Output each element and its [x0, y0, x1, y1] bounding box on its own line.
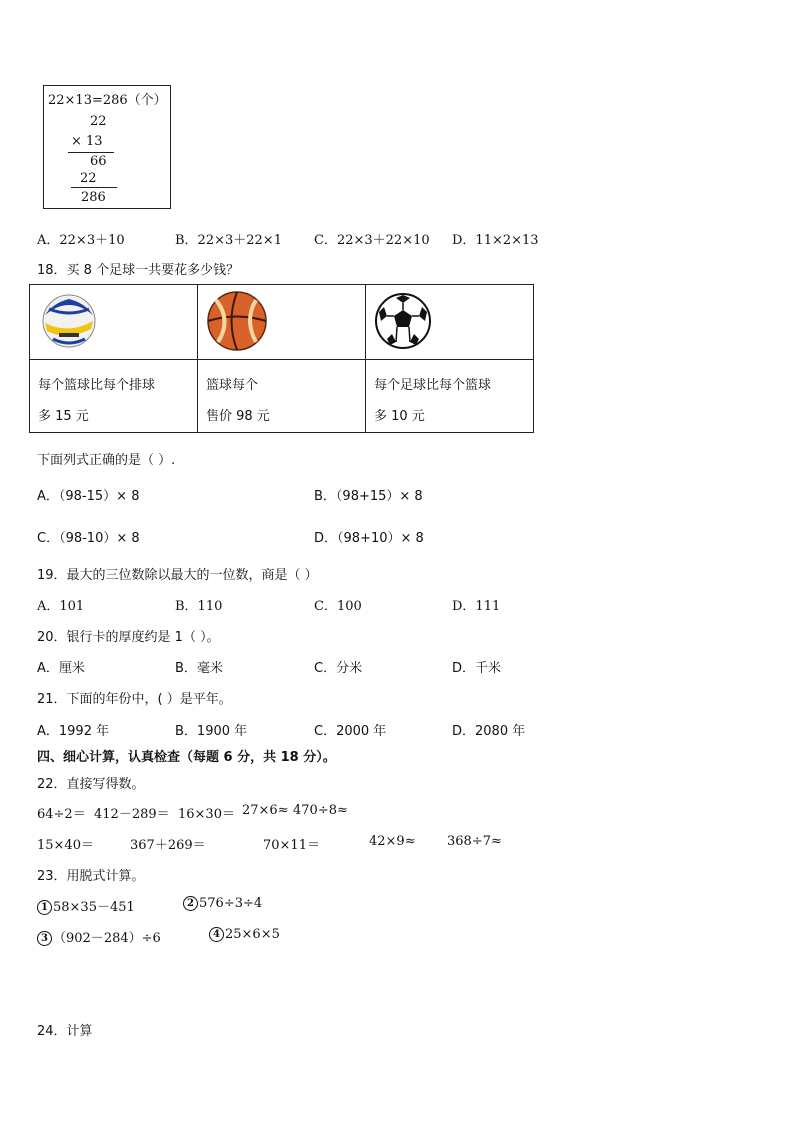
- vertical-calculation-box: [43, 85, 171, 209]
- calc-result: 286: [81, 190, 106, 205]
- q21-option-b[interactable]: B．1900 年: [175, 724, 248, 739]
- q22-r1-c1: 64÷2＝: [37, 807, 86, 822]
- q23-question: 23．用脱式计算。: [37, 869, 145, 884]
- soccer-ball-icon: [374, 292, 432, 350]
- q20-option-d[interactable]: D．千米: [452, 661, 502, 676]
- basketball-info-line2: 售价 98 元: [206, 409, 270, 424]
- q17-option-b[interactable]: B．22×3＋22×1: [175, 233, 282, 248]
- q23-expr-3: （902－284）÷6: [53, 931, 161, 946]
- q20-option-b[interactable]: B．毫米: [175, 661, 223, 676]
- q22-r2-c4: 42×9≈: [369, 834, 416, 849]
- q18-prompt: 下面列式正确的是（ ）.: [37, 453, 176, 468]
- q21-option-d[interactable]: D．2080 年: [452, 724, 526, 739]
- q19-option-c[interactable]: C．100: [314, 599, 362, 614]
- q21-question: 21．下面的年份中，( ）是平年。: [37, 692, 232, 707]
- calc-header: 22×13=286（个）: [48, 93, 167, 108]
- calc-partial-2: 22: [80, 171, 97, 186]
- volleyball-icon: [39, 291, 99, 351]
- circle-number-1: 1: [37, 900, 52, 915]
- q20-option-c[interactable]: C．分米: [314, 661, 363, 676]
- q22-question: 22．直接写得数。: [37, 777, 145, 792]
- soccer-info-cell: [366, 360, 534, 433]
- basketball-icon: [206, 290, 268, 352]
- q22-r1-c4: 27×6≈: [242, 803, 289, 818]
- calc-multiplier: × 13: [71, 134, 103, 149]
- soccer-info-line2: 多 10 元: [374, 409, 425, 424]
- q21-option-c[interactable]: C．2000 年: [314, 724, 387, 739]
- calc-multiplicand: 22: [90, 114, 107, 129]
- q22-r1-c3: 16×30＝: [178, 807, 235, 822]
- q18-question: 18．买 8 个足球一共要花多少钱？: [37, 263, 240, 278]
- volleyball-info-line2: 多 15 元: [38, 409, 89, 424]
- circle-number-4: 4: [209, 927, 224, 942]
- volleyball-cell: [30, 285, 198, 360]
- q19-option-b[interactable]: B．110: [175, 599, 223, 614]
- q22-r1-c5: 470÷8≈: [293, 803, 348, 818]
- q19-option-d[interactable]: D．111: [452, 599, 501, 614]
- q22-r1-c2: 412－289＝: [94, 807, 170, 822]
- q18-option-c[interactable]: C．（98-10）× 8: [37, 531, 140, 546]
- q20-question: 20．银行卡的厚度约是 1（ ）。: [37, 630, 220, 645]
- q23-expr-1: 58×35－451: [53, 900, 135, 915]
- volleyball-info-cell: [30, 360, 198, 433]
- soccer-info-line1: 每个足球比每个篮球: [374, 378, 492, 393]
- circle-number-3: 3: [37, 931, 52, 946]
- q24-question: 24．计算: [37, 1024, 93, 1039]
- q22-r2-c5: 368÷7≈: [447, 834, 502, 849]
- q19-question: 19．最大的三位数除以最大的一位数，商是（ ）: [37, 568, 318, 583]
- q18-option-a[interactable]: A．（98-15）× 8: [37, 489, 140, 504]
- q22-r2-c2: 367＋269＝: [130, 838, 206, 853]
- q17-option-a[interactable]: A．22×3＋10: [37, 233, 125, 248]
- basketball-cell: [198, 285, 366, 360]
- q20-option-a[interactable]: A．厘米: [37, 661, 85, 676]
- q22-r2-c1: 15×40＝: [37, 838, 94, 853]
- q23-expr-2: 576÷3÷4: [199, 896, 263, 911]
- calc-partial-1: 66: [90, 154, 107, 169]
- q22-r2-c3: 70×11＝: [263, 838, 320, 853]
- q17-option-c[interactable]: C．22×3＋22×10: [314, 233, 430, 248]
- q23-item-3: [37, 927, 161, 946]
- q21-option-a[interactable]: A．1992 年: [37, 724, 110, 739]
- calc-rule-2: [71, 187, 117, 188]
- q19-option-a[interactable]: A．101: [37, 599, 85, 614]
- soccer-ball-cell: [366, 285, 534, 360]
- ball-price-table: [29, 284, 534, 433]
- circle-number-2: 2: [183, 896, 198, 911]
- q23-item-1: [37, 896, 135, 915]
- q18-option-b[interactable]: B．（98+15）× 8: [314, 489, 423, 504]
- basketball-info-line1: 篮球每个: [206, 378, 259, 393]
- calc-rule-1: [68, 152, 114, 153]
- q17-option-d[interactable]: D．11×2×13: [452, 233, 539, 248]
- q18-option-d[interactable]: D．（98+10）× 8: [314, 531, 424, 546]
- section4-title: 四、细心计算，认真检查（每题 6 分，共 18 分）。: [37, 750, 336, 765]
- volleyball-info-line1: 每个篮球比每个排球: [38, 378, 156, 393]
- q23-item-4: [209, 927, 280, 942]
- q23-item-2: [183, 896, 262, 911]
- q23-expr-4: 25×6×5: [225, 927, 280, 942]
- basketball-info-cell: [198, 360, 366, 433]
